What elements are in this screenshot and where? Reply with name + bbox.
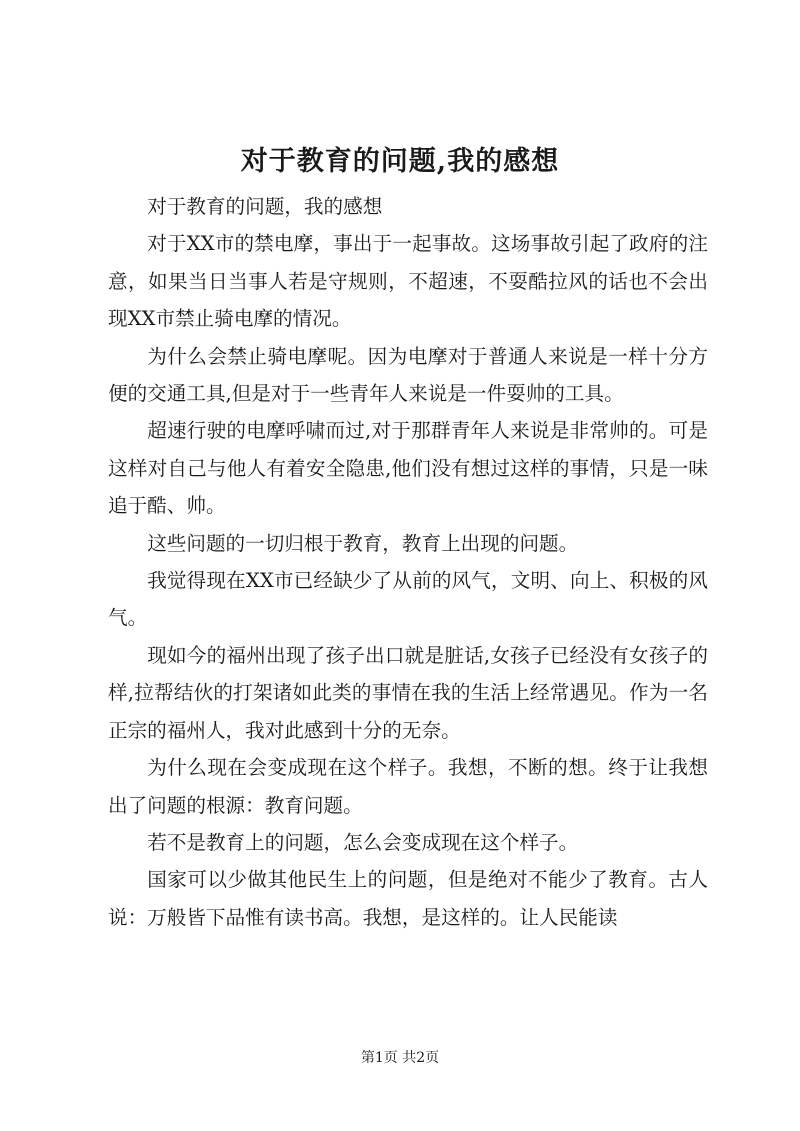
paragraph-8: 为什么现在会变成现在这个样子。我想，不断的想。终于让我想出了问题的根源：教育问题。 bbox=[108, 756, 708, 817]
paragraph-7: 现如今的福州出现了孩子出口就是脏话,女孩子已经没有女孩子的样,拉帮结伙的打架诸如此类的事情在我的生活上经常遇见。作为一名正宗的福州人，我对此感到十分的无奈。 bbox=[108, 643, 708, 742]
paragraph-10: 国家可以少做其他民生上的问题，但是绝对不能少了教育。古人说：万般皆下品惟有读书高。我想，是这样的。让人民能读 bbox=[108, 868, 708, 929]
page-number-footer: 第1页 共2页 bbox=[360, 1050, 440, 1066]
paragraph-1: 对于教育的问题，我的感想 bbox=[147, 195, 383, 218]
paragraph-3: 为什么会禁止骑电摩呢。因为电摩对于普通人来说是一样十分方便的交通工具,但是对于一些青年人来说是一件耍帅的工具。 bbox=[108, 344, 708, 406]
paragraph-4: 超速行驶的电摩呼啸而过,对于那群青年人来说是非常帅的。可是这样对自己与他人有着安全隐患,他们没有想过这样的事情，只是一味追于酷、帅。 bbox=[108, 419, 708, 518]
page-title: 对于教育的问题,我的感想 bbox=[240, 146, 560, 177]
paragraph-9: 若不是教育上的问题，怎么会变成现在这个样子。 bbox=[147, 830, 579, 854]
document-body bbox=[108, 188, 708, 936]
paragraph-2: 对于XX市的禁电摩，事出于一起事故。这场事故引起了政府的注意，如果当日当事人若是守规则，不超速，不耍酷拉风的话也不会出现XX市禁止骑电摩的情况。 bbox=[108, 232, 708, 331]
paragraph-6: 我觉得现在XX市已经缺少了从前的风气，文明、向上、积极的风气。 bbox=[108, 569, 708, 630]
paragraph-5: 这些问题的一切归根于教育，教育上出现的问题。 bbox=[147, 531, 579, 555]
